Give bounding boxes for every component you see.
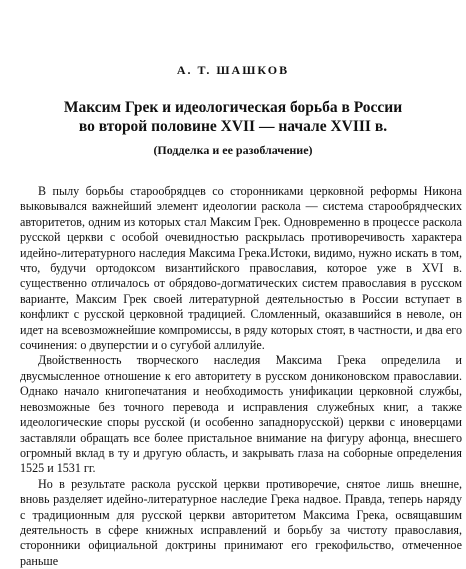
paragraph-2: Двойственность творческого наследия Максима Грека определила и двусмысленное отношение к его авторитету в русском дониконовском православии. Однако начало книгопечатания и необходимость унификации церковной службы, невозможные без точного перевода и исправления служебных книг, а также идеологические споры русской (и особенно западнорусской) церкви с иноверцами заставляли обращать все более пристальное внимание на фигуру афонца, внесшего огромный вклад в ту и другую область, и закрывать глаза на соборные определения 1525 и 1531 гг. — [20, 353, 462, 476]
article-title — [20, 98, 446, 136]
article-body — [20, 184, 462, 569]
author-name: А. Т. ШАШКОВ — [176, 63, 290, 77]
title-line-1: Максим Грек и идеологическая борьба в России — [63, 99, 403, 116]
title-line-2: во второй половине XVII — начале XVIII в. — [78, 118, 388, 135]
paragraph-1: В пылу борьбы старообрядцев со сторонниками церковной реформы Никона выковывался важнейший элемент идеологии раскола — система старообрядческих авторитетов, одним из которых стал Максим Грек. Одновременно в процессе раскола русской церкви с особой очевидностью раскрылась противоречивость характера идейно-литературного наследия Максима Грека.Истоки, видимо, нужно искать в том, что, будучи ортодоксом византийского православия, которое уже в XVI в. существенно отличалось от обрядово-догматических систем православия в русском варианте, Максим Грек своей литературной деятельностью в России вступает в конфликт с русской церковной традицией. Сломленный, оказавшийся в неволе, он идет на всевозможнейшие компромиссы, в ряду которых стоят, в частности, и два его сочинения: о двуперстии и о сугубой аллилуйе. — [20, 184, 462, 353]
article-subtitle: (Подделка и ее разоблачение) — [153, 143, 313, 157]
paragraph-3: Но в результате раскола русской церкви противоречие, снятое лишь внешне, вновь разделяет идейно-литературное наследие Грека надвое. Правда, теперь наряду с традиционным для русской церкви авторитетом Максима Грека, освящавшим деятельность в сфере книжных исправлений и борьбу за чистоту православия, сторонники официальной доктрины принимают его грекофильство, отмеченное раньше — [20, 476, 462, 568]
